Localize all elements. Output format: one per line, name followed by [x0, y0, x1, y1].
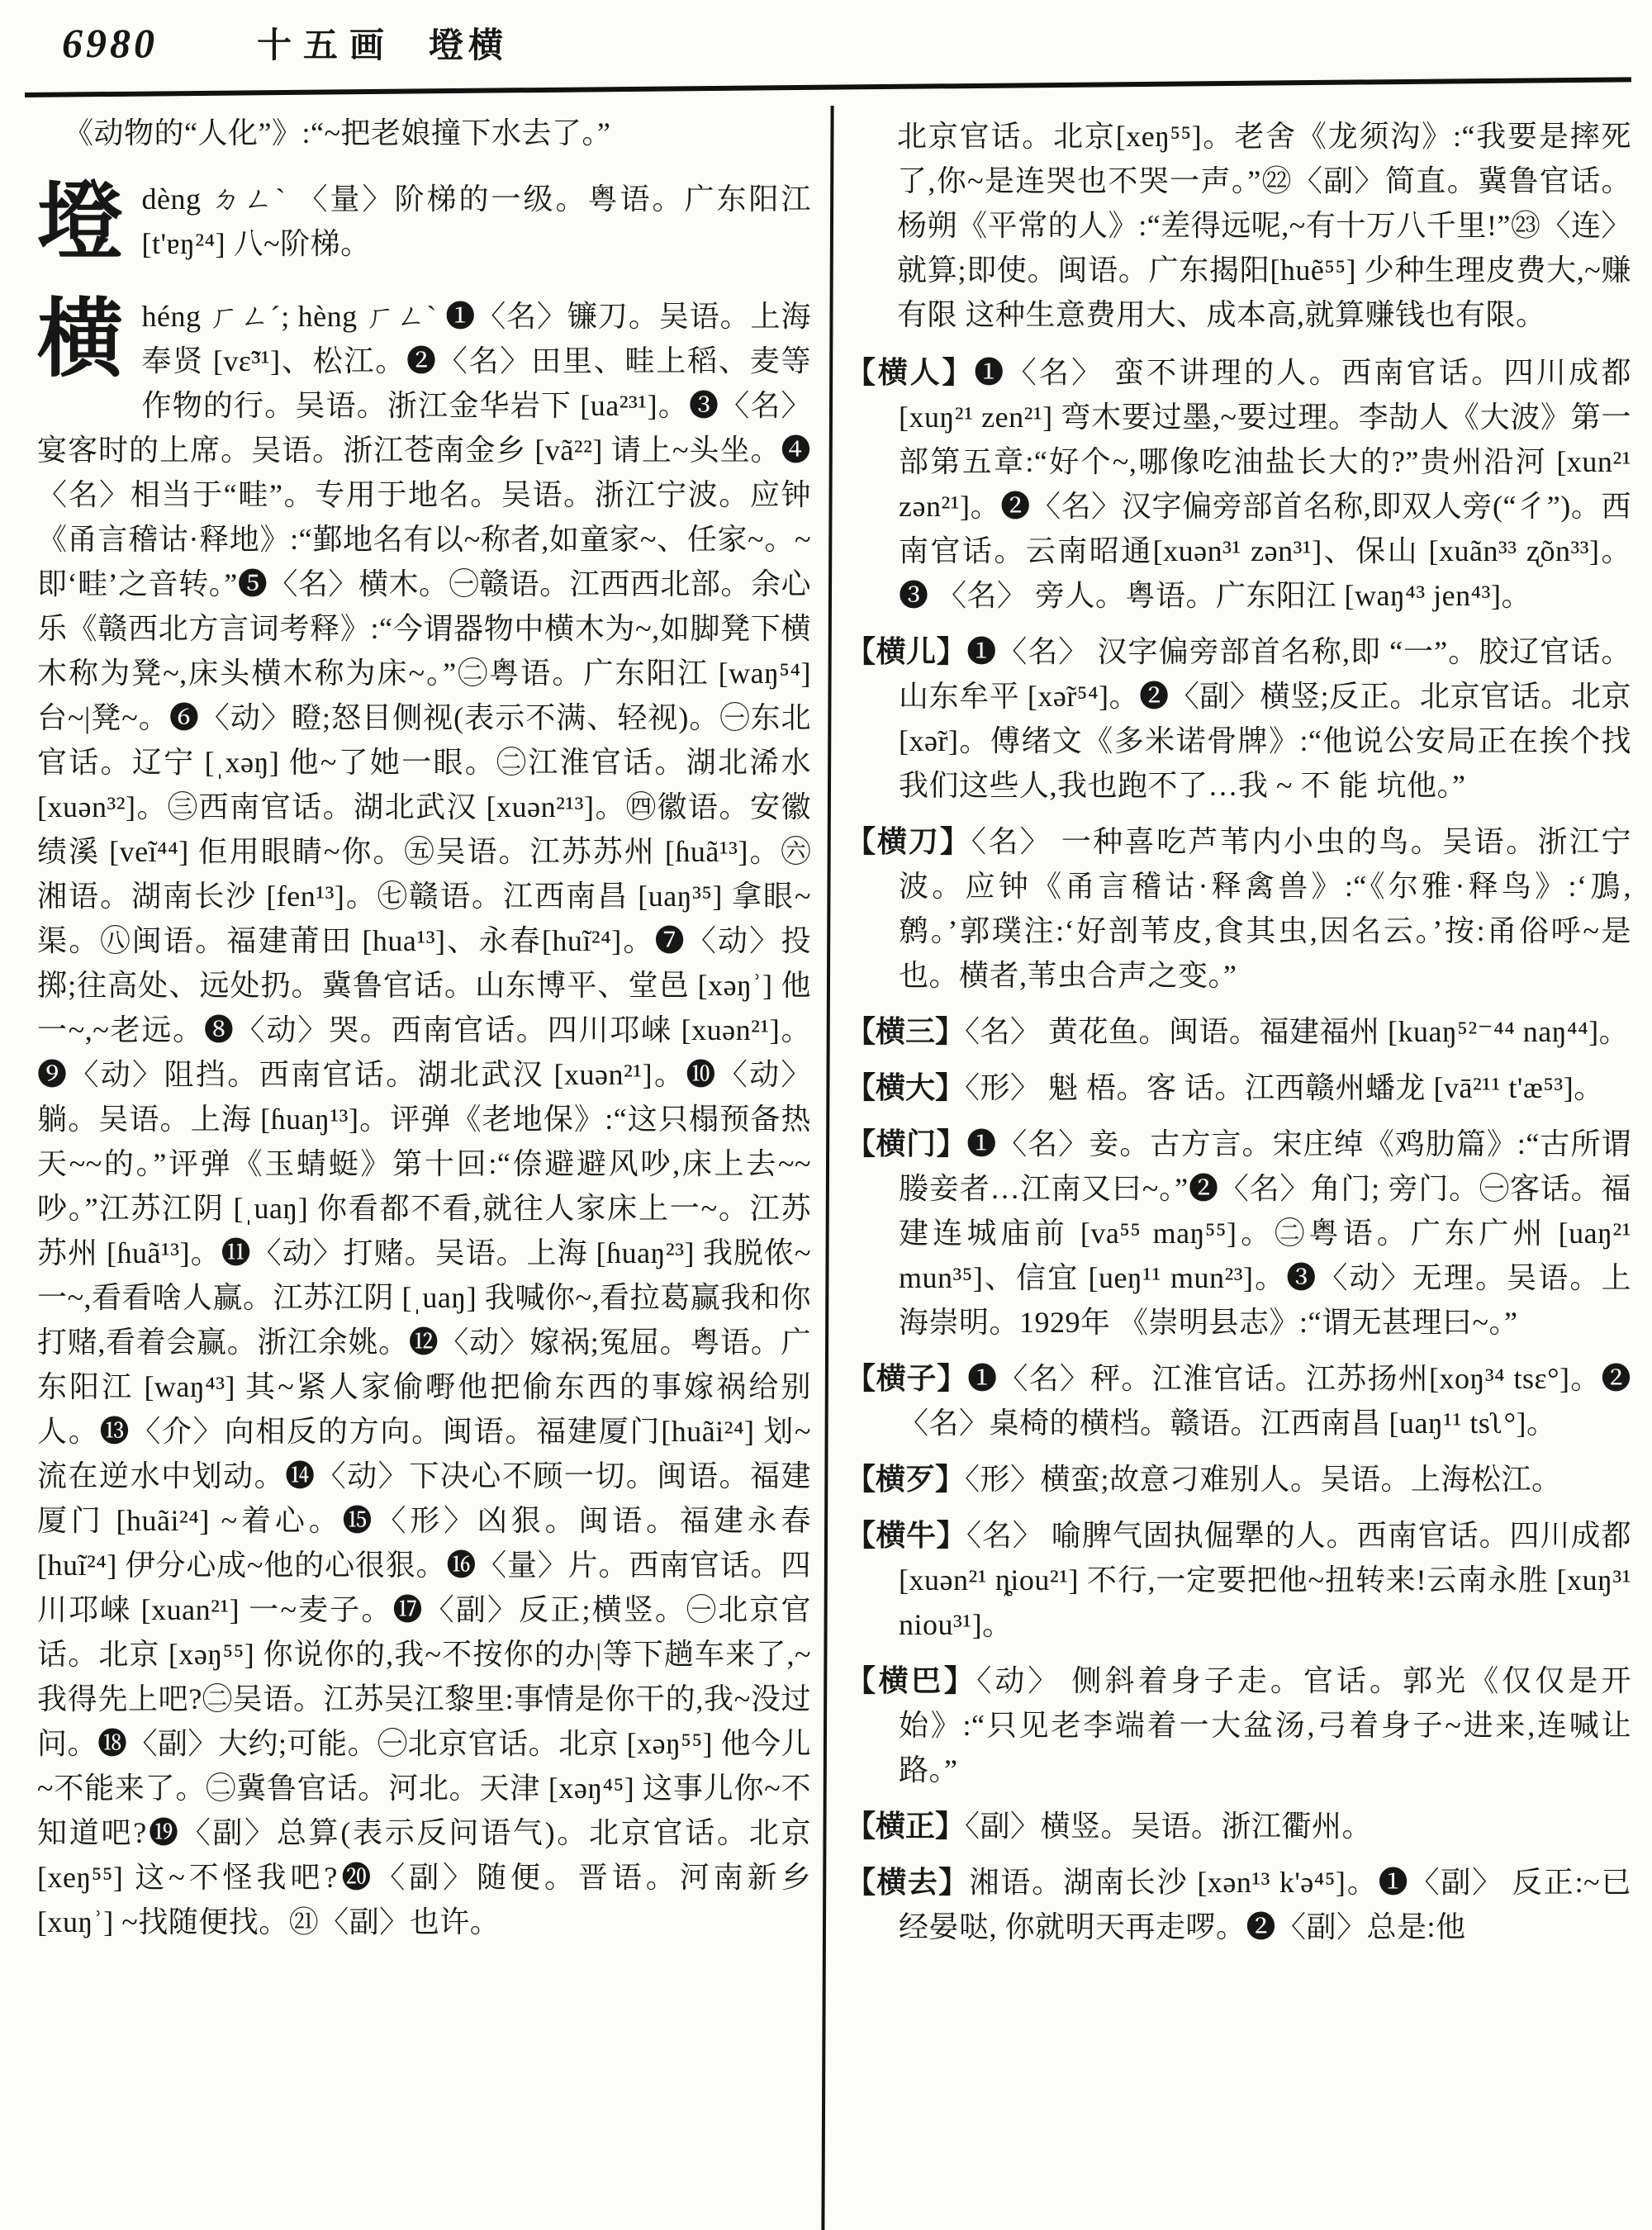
compound-headword: 【横正】: [846, 1810, 966, 1843]
entry-body: 〈副〉横竖。吴语。浙江衢州。: [965, 1810, 1373, 1843]
page-number: 6980: [62, 20, 158, 66]
compound-headword: 【横儿】: [846, 635, 967, 668]
entry-body: ❶〈名〉秤。江淮官话。江苏扬州[xoŋ³⁴ tsɛ°]。❷〈名〉桌椅的横档。赣语。江西南昌 [uaŋ¹¹ tsʅ°]。: [899, 1362, 1631, 1440]
entry-body: 〈名〉 黄花鱼。闽语。福建福州 [kuaŋ⁵²⁻⁴⁴ naŋ⁴⁴]。: [965, 1015, 1630, 1048]
page-header: [62, 18, 1619, 68]
compound-entry: [846, 350, 1631, 618]
compound-entry: [846, 1009, 1631, 1054]
compound-entry: [846, 629, 1631, 808]
compound-headword: 【横去】: [846, 1866, 970, 1899]
right-column: [829, 106, 1631, 2230]
compound-headword: 【横大】: [846, 1071, 966, 1104]
entry-body: ❶〈名〉妾。古方言。宋庄绰《鸡肋篇》:“古所谓媵妾者…江南又曰~。”❷〈名〉角门; 旁门。㊀客话。福建连城庙前 [va⁵⁵ maŋ⁵⁵]。㊁粤语。广东广州 [uaŋ²¹ mun³⁵]、信宜 [ueŋ¹¹ mun²³]。❸〈动〉无理。吴语。上海崇明。1929年 《崇明县志》:“谓无甚理曰~。”: [899, 1127, 1632, 1339]
continuation-paragraph: 北京官话。北京[xeŋ⁵⁵]。老舍《龙须沟》:“我要是摔死了,你~是连哭也不哭一声。”㉒〈副〉简直。冀鲁官话。杨朔《平常的人》:“差得远呢,~有十万八千里!”㉓〈连〉就算;即使。闽语。广东揭阳[huẽ⁵⁵] 少种生理皮费大,~赚有限 这种生意费用大、成本高,就算赚钱也有限。: [897, 120, 1632, 331]
entry-body: ❶〈名〉 汉字偏旁部首名称,即 “一”。胶辽官话。山东牟平 [xə̃r⁵⁴]。❷〈副〉横竖;反正。北京官话。北京 [xə̃r]。傅绪文《多米诺骨牌》:“他说公安局正在挨个找我们这些人,我也跑不了…我 ~ 不 能 坑他。”: [899, 635, 1632, 802]
compound-entry: [846, 1065, 1631, 1110]
compound-entry: [846, 1804, 1631, 1848]
left-entries: [37, 177, 811, 1944]
compound-headword: 【横刀】: [846, 825, 971, 858]
right-entries: [846, 350, 1631, 1949]
stroke-count-section: 十五画: [257, 27, 396, 65]
left-column: [37, 106, 811, 2230]
entry-body: 〈名〉 喻脾气固执倔犟的人。西南官话。四川成都 [xuən²¹ ȵiou²¹] 不行,一定要把他~扭转来!云南永胜 [xuŋ³¹ niou³¹]。: [899, 1519, 1632, 1641]
compound-entry: [846, 1122, 1631, 1345]
columns: [37, 106, 1631, 2230]
headword-character: 墱: [37, 175, 124, 270]
entry-body: ❶〈名〉 蛮不讲理的人。西南官话。四川成都 [xuŋ²¹ zen²¹] 弯木要过墨,~要过理。李劼人《大波》第一部第五章:“好个~,哪像吃油盐长大的?”贵州沿河 [xun²¹ zən²¹]。❷〈名〉汉字偏旁部首名称,即双人旁(“彳”)。西南官话。云南昭通[xuən³¹ zən³¹]、保山 [xuãn³³ ʐõn³³]。❸ 〈名〉 旁人。粤语。广东阳江 [waŋ⁴³ jen⁴³]。: [899, 356, 1632, 612]
entry-body: 〈形〉 魁 梧。客 话。江西赣州蟠龙 [vā²¹¹ t'æ⁵³]。: [965, 1071, 1604, 1104]
headword-character: 横: [37, 292, 124, 387]
entry-body: dèng ㄉㄥˋ 〈量〉阶梯的一级。粤语。广东阳江 [t'ɐŋ²⁴] 八~阶梯。: [141, 183, 812, 260]
dictionary-entry: [37, 175, 812, 270]
header-rule: [25, 77, 1631, 97]
compound-headword: 【横三】: [846, 1015, 966, 1048]
entry-body: 湘语。湖南长沙 [xən¹³ k'ə⁴⁵]。❶〈副〉 反正:~已经晏哒, 你就明天再走啰。❷〈副〉总是:他: [899, 1866, 1632, 1943]
entry-body: 〈形〉横蛮;故意刁难别人。吴语。上海松江。: [965, 1463, 1562, 1496]
compound-headword: 【横门】: [846, 1127, 967, 1160]
compound-headword: 【横巴】: [846, 1664, 977, 1697]
entry-body: 〈名〉 一种喜吃芦苇内小虫的鸟。吴语。浙江宁波。应钟《甬言稽诂·释禽兽》:“《尔雅·释鸟》:‘鳭,鹩。’郭璞注:‘好剖苇皮,食其虫,因名云。’按:甬俗呼~是也。横者,苇虫合声之变。”: [899, 825, 1632, 992]
compound-headword: 【横人】: [846, 356, 975, 389]
section-characters: 墱横: [429, 27, 509, 65]
compound-headword: 【横歹】: [846, 1463, 966, 1496]
entry-body: 〈动〉 侧斜着身子走。官话。郭光《仅仅是开始》:“只见老李端着一大盆汤,弓着身子~进来,连喊让路。”: [899, 1664, 1632, 1786]
compound-entry: [846, 1658, 1631, 1792]
compound-headword: 【横牛】: [846, 1519, 966, 1552]
compound-entry: [846, 1513, 1631, 1647]
compound-entry: [846, 819, 1631, 998]
compound-entry: [846, 1860, 1631, 1949]
compound-entry: [846, 1457, 1631, 1502]
continuation-paragraph: 《动物的“人化”》:“~把老娘撞下水去了。”: [64, 116, 611, 149]
compound-headword: 【横子】: [846, 1362, 968, 1395]
dictionary-entry: [37, 294, 811, 1944]
entry-body: héng ㄏㄥˊ; hèng ㄏㄥˋ ❶〈名〉镰刀。吴语。上海奉贤 [vɛ̃³¹]、松江。❷〈名〉田里、畦上稻、麦等作物的行。吴语。浙江金华岩下 [ua²³¹]。❸〈名〉宴客时的上席。吴语。浙江苍南金乡 [vã²²] 请上~头坐。❹〈名〉相当于“畦”。专用于地名。吴语。浙江宁波。应钟《甬言稽诂·释地》:“鄞地名有以~称者,如童家~、任家~。~即‘畦’之音转。”❺〈名〉横木。㊀赣语。江西西北部。余心乐《赣西北方言词考释》:“今谓器物中横木为~,如脚凳下横木称为凳~,床头横木称为床~。”㊁粤语。广东阳江 [waŋ⁵⁴] 台~|凳~。❻〈动〉瞪;怒目侧视(表示不满、轻视)。㊀东北官话。辽宁 [ˌxəŋ] 他~了她一眼。㊁江淮官话。湖北浠水 [xuən³²]。㊂西南官话。湖北武汉 [xuən²¹³]。㊃徽语。安徽绩溪 [veĩ⁴⁴] 佢用眼睛~你。㊄吴语。江苏苏州 [ɦuã¹³]。㊅湘语。湖南长沙 [fen¹³]。㊆赣语。江西南昌 [uaŋ³⁵] 拿眼~渠。㊇闽语。福建莆田 [hua¹³]、永春[huĩ²⁴]。❼〈动〉投掷;往高处、远处扔。冀鲁官话。山东博平、堂邑 [xəŋʾ] 他一~,~老远。❽〈动〉哭。西南官话。四川邛崃 [xuən²¹]。❾〈动〉阻挡。西南官话。湖北武汉 [xuən²¹]。❿〈动〉躺。吴语。上海 [ɦuaŋ¹³]。评弹《老地保》:“这只榻预备热天~~的。”评弹《玉蜻蜓》第十回:“倷避避风吵,床上去~~吵。”江苏江阴 [ˌuaŋ] 你看都不看,就往人家床上一~。江苏苏州 [ɦuã¹³]。⓫〈动〉打赌。吴语。上海 [ɦuaŋ²³] 我脱侬~一~,看看啥人赢。江苏江阴 [ˌuaŋ] 我喊你~,看拉葛赢我和你打赌,看着会赢。浙江余姚。⓬〈动〉嫁祸;冤屈。粤语。广东阳江 [waŋ⁴³] 其~紧人家偷嘢他把偷东西的事嫁祸给别人。⓭〈介〉向相反的方向。闽语。福建厦门[huãi²⁴] 划~流在逆水中划动。⓮〈动〉下决心不顾一切。闽语。福建厦门 [huãi²⁴] ~着心。⓯〈形〉凶狠。闽语。福建永春 [huĩ²⁴] 伊分心成~他的心很狠。⓰〈量〉片。西南官话。四川邛崃 [xuan²¹] 一~麦子。⓱〈副〉反正;横竖。㊀北京官话。北京 [xəŋ⁵⁵] 你说你的,我~不按你的办|等下趟车来了,~我得先上吧?㊁吴语。江苏吴江黎里:事情是你干的,我~没过问。⓲〈副〉大约;可能。㊀北京官话。北京 [xəŋ⁵⁵] 他今儿~不能来了。㊁冀鲁官话。河北。天津 [xəŋ⁴⁵] 这事儿你~不知道吧?⓳〈副〉总算(表示反问语气)。北京官话。北京 [xeŋ⁵⁵] 这~不怪我吧?⓴〈副〉随便。晋语。河南新乡 [xuŋʾ] ~找随便找。㉑〈副〉也许。: [37, 300, 812, 1938]
compound-entry: [846, 1356, 1631, 1445]
